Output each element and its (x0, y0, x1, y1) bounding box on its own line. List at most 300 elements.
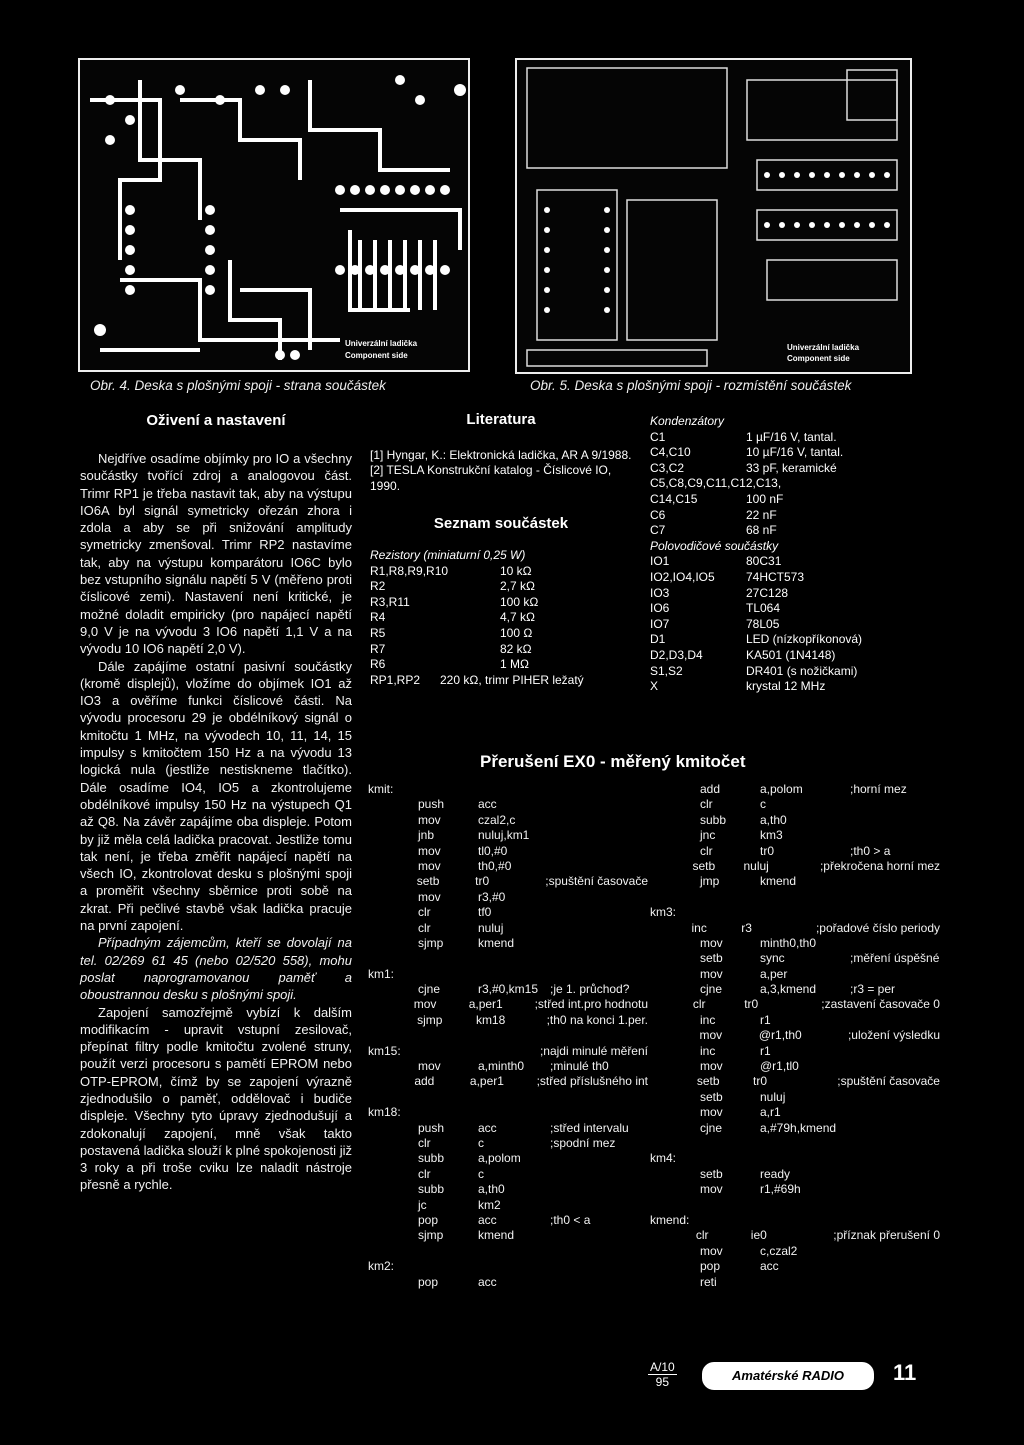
code-line (368, 982, 648, 997)
code-opcode: cjne (700, 982, 723, 997)
code-operand (478, 782, 550, 797)
part-ref: R3,R11 (370, 594, 410, 609)
part-ref: C3,C2 (650, 460, 685, 475)
code-line (650, 859, 940, 874)
code-operand: a,th0 (760, 812, 787, 827)
part-value: 22 nF (746, 507, 777, 522)
code-line (650, 1167, 940, 1182)
code-operand (478, 951, 550, 966)
code-comment: ;horní mez (850, 782, 907, 796)
code-opcode: jnc (700, 828, 716, 843)
figure-4-caption: Obr. 4. Deska s plošnými spoji - strana součástek (90, 378, 386, 393)
code-line (650, 813, 940, 828)
code-operand: @r1,th0 (758, 1028, 802, 1043)
code-opcode: pop (700, 1259, 721, 1274)
code-label (650, 859, 692, 874)
paragraph: Dále zapájíme ostatní pasivní součástky (kromě displejů), vložíme do objímek IO1 až IO3 a ověříme funkci číslicové části. Na vývodu procesoru 29 je obdélníkový signál o kmitočtu 1 MHz, na vývodech 10, 11, 14, 15 impulsy s kmitočtem 150 Hz a na vývodu 13 logická nula (jestliže nestiskneme tlačítko). Dále osadíme IO4, IO5 a zkontrolujeme obdélníkové impulsy 150 Hz na výstupech Q1 až Q8. Na závěr zapájíme oba displeje. Potom by již měla celá ladička pracovat. Jestliže tomu tak není, je třeba změřit napájecí napětí na všech IO, zkontrolovat desku s plošnými spoji a proměřit všechny sběrnice proti sobě na zkrat. Při pečlivé stavbě však ladička pracuje na první zapojení. (80, 658, 352, 934)
part-value: LED (nízkopříkonová) (746, 632, 863, 647)
code-opcode: setb (700, 951, 723, 966)
code-label (650, 936, 700, 951)
code-line (650, 1121, 940, 1136)
reference-item: [1] Hyngar, K.: Elektronická ladička, AR A 9/1988. (370, 447, 632, 462)
code-comment: ;th0 < a (550, 1212, 591, 1227)
code-opcode (700, 1151, 760, 1166)
code-opcode: clr (700, 843, 713, 858)
code-opcode: mov (700, 935, 723, 950)
code-line (368, 1213, 648, 1228)
code-operand: a,minth0 (478, 1059, 525, 1074)
code-line (650, 797, 940, 812)
part-ref: S1,S2 (650, 663, 683, 678)
code-line (650, 982, 940, 997)
code-line (368, 844, 648, 859)
code-operand: acc (760, 1259, 779, 1274)
board-label: Component side (787, 354, 850, 363)
code-opcode: subb (418, 1182, 445, 1197)
code-line (650, 1259, 940, 1274)
code-label (650, 921, 691, 936)
code-label (368, 921, 418, 936)
part-ref: R5 (370, 625, 386, 640)
code-label (368, 1013, 417, 1028)
code-opcode: sjmp (418, 935, 444, 950)
issue-bottom: 95 (655, 1375, 670, 1389)
code-label (650, 1244, 700, 1259)
part-row (650, 554, 930, 570)
code-opcode: mov (700, 1059, 723, 1074)
code-opcode: inc (691, 920, 707, 935)
code-line (368, 813, 648, 828)
code-operand: tr0 (752, 1074, 767, 1089)
code-operand: c,czal2 (760, 1243, 798, 1258)
part-row (370, 657, 632, 673)
code-operand: tr0 (744, 997, 759, 1012)
part-ref: C4,C10 (650, 445, 691, 460)
code-operand (478, 1244, 550, 1259)
code-label: kmit: (368, 782, 394, 796)
part-row (370, 595, 632, 611)
code-operand (472, 1044, 540, 1059)
pcb-traces-drawing (80, 60, 468, 370)
code-operand: th0,#0 (478, 858, 512, 873)
code-opcode: mov (413, 997, 437, 1012)
pcb-placement-figure (515, 58, 912, 374)
code-operand: nuluj (478, 920, 504, 935)
code-opcode: setb (700, 1089, 723, 1104)
code-operand (478, 1105, 550, 1120)
code-label (650, 797, 700, 812)
part-ref: IO7 (650, 616, 670, 631)
code-comment: ;střed intervalu (550, 1120, 629, 1135)
code-operand: @r1,tl0 (760, 1059, 799, 1074)
code-label (368, 936, 418, 951)
code-label (368, 1213, 418, 1228)
code-opcode: setb (692, 858, 716, 873)
reference-item: [2] TESLA Konstrukční katalog - Číslicové IO, 1990. (370, 463, 612, 493)
part-ref: R7 (370, 641, 386, 656)
code-label (368, 1136, 418, 1151)
section-heading-literatura: Literatura (466, 411, 536, 428)
code-operand: a,polom (760, 782, 803, 796)
section-heading-oziveni: Oživení a nastavení (146, 412, 286, 429)
capacitors-header: Kondenzátory (650, 414, 725, 428)
listing-left-column (368, 782, 648, 1290)
code-operand: a,th0 (478, 1182, 505, 1197)
code-line (650, 782, 940, 797)
code-operand (760, 1151, 850, 1166)
part-row (650, 508, 930, 524)
code-operand (760, 1275, 850, 1290)
part-ref: IO3 (650, 585, 670, 600)
code-line (650, 1228, 940, 1243)
code-operand (760, 1198, 850, 1213)
part-value: 220 kΩ, trimr PIHER ležatý (440, 672, 584, 687)
code-opcode: subb (418, 1151, 445, 1166)
code-comment: ;th0 na konci 1.per. (546, 1012, 648, 1027)
code-operand: c (760, 797, 766, 812)
part-value: 74HCT573 (746, 569, 805, 584)
code-comment: ;pořadové číslo periody (815, 920, 941, 935)
code-line (368, 1198, 648, 1213)
code-label (368, 1275, 418, 1290)
part-ref: IO6 (650, 601, 670, 616)
part-ref: IO1 (650, 554, 670, 569)
code-opcode: mov (418, 1059, 441, 1074)
part-value: 10 µF/16 V, tantal. (746, 445, 844, 460)
code-opcode: clr (418, 920, 431, 935)
code-operand: km18 (475, 1012, 506, 1027)
part-ref: R2 (370, 579, 386, 594)
code-label (368, 1228, 418, 1243)
code-label (650, 997, 693, 1012)
code-opcode: mov (418, 843, 441, 858)
part-ref: R1,R8,R9,R10 (370, 563, 449, 578)
semiconductors-header: Polovodičové součástky (650, 538, 779, 553)
code-label (650, 1074, 697, 1089)
code-opcode: push (418, 1120, 445, 1135)
code-line (650, 890, 940, 905)
part-value: TL064 (746, 601, 781, 616)
code-operand: r3 (741, 920, 752, 935)
part-row (370, 610, 632, 626)
part-row (650, 648, 930, 664)
code-line (650, 1136, 940, 1151)
code-label (368, 905, 418, 920)
code-comment: ;th0 > a (850, 843, 891, 858)
code-label (650, 874, 700, 889)
code-line (368, 921, 648, 936)
code-opcode: clr (418, 1166, 431, 1181)
code-operand: km2 (478, 1197, 501, 1212)
part-value: 27C128 (746, 585, 789, 600)
code-line (368, 1013, 648, 1028)
reference-list (370, 448, 632, 495)
code-line (650, 951, 940, 966)
part-value: 80C31 (746, 554, 782, 569)
board-label: Univerzální ladička (345, 339, 418, 348)
part-ref: D2,D3,D4 (650, 647, 703, 662)
board-label: Univerzální ladička (787, 343, 860, 352)
code-label (650, 890, 700, 905)
code-label: km2: (368, 1259, 395, 1274)
board-label: Component side (345, 351, 408, 360)
code-operand: r3,#0 (478, 889, 506, 904)
part-value: 1 µF/16 V, tantal. (746, 429, 837, 444)
code-line (368, 1121, 648, 1136)
code-opcode (418, 1259, 478, 1274)
part-row (650, 461, 930, 477)
part-value: 68 nF (746, 523, 777, 538)
code-opcode (700, 1136, 760, 1151)
code-label (368, 1198, 418, 1213)
code-label (368, 1028, 418, 1043)
code-label (368, 1182, 418, 1197)
code-line (368, 997, 648, 1012)
code-operand: r3,#0,km15 (478, 982, 539, 997)
code-label (650, 782, 700, 797)
code-operand: tr0 (475, 874, 490, 889)
code-operand: tr0 (760, 843, 775, 858)
code-operand (478, 967, 550, 982)
code-opcode: setb (700, 1166, 723, 1181)
code-operand: nuluj (760, 1089, 786, 1104)
code-line (368, 936, 648, 951)
code-opcode (700, 1198, 760, 1213)
code-opcode: subb (700, 812, 727, 827)
part-row (650, 445, 930, 461)
code-operand: kmend (478, 1228, 515, 1243)
code-operand: a,polom (478, 1151, 521, 1166)
code-label (368, 1167, 418, 1182)
code-opcode: clr (418, 905, 431, 920)
code-label (650, 1182, 700, 1197)
code-opcode: sjmp (418, 1228, 444, 1243)
code-opcode (700, 890, 760, 905)
code-operand: r1,#69h (760, 1182, 801, 1197)
code-line (650, 1151, 940, 1166)
code-line (650, 844, 940, 859)
code-operand: ready (760, 1166, 791, 1181)
part-ref: C5,C8,C9,C11,C12,C13, (650, 476, 782, 491)
code-comment: ;spuštění časovače (837, 1074, 940, 1089)
code-comment: ;uložení výsledku (847, 1028, 940, 1043)
code-operand (760, 890, 850, 905)
code-comment: ;spodní mez (550, 1135, 616, 1150)
code-line (650, 1213, 940, 1228)
part-row (650, 430, 930, 446)
part-ref: X (650, 679, 659, 694)
code-line (368, 828, 648, 843)
code-opcode (418, 782, 478, 797)
code-operand: r1 (760, 1012, 771, 1027)
code-line (650, 1059, 940, 1074)
code-opcode: sjmp (417, 1012, 443, 1027)
pcb-placement-drawing (517, 60, 910, 372)
code-line (650, 1182, 940, 1197)
code-operand: km3 (760, 828, 783, 843)
code-line (368, 1275, 648, 1290)
code-line (368, 1136, 648, 1151)
code-operand: kmend (760, 874, 797, 889)
code-opcode: setb (696, 1074, 720, 1089)
code-label (650, 1228, 696, 1243)
part-value: 4,7 kΩ (500, 610, 535, 625)
code-operand: nuluj,km1 (478, 828, 530, 843)
code-line (368, 797, 648, 812)
code-line (368, 1059, 648, 1074)
code-comment: ;měření úspěšné (850, 951, 940, 966)
part-row (650, 492, 930, 508)
code-opcode: clr (695, 1228, 709, 1243)
code-opcode: jmp (700, 874, 720, 889)
code-operand: nuluj (743, 858, 769, 873)
code-line (650, 1090, 940, 1105)
code-operand (760, 1213, 850, 1228)
code-label: km4: (650, 1151, 677, 1166)
part-row (650, 586, 930, 602)
code-label (650, 844, 700, 859)
code-line (650, 1028, 940, 1043)
code-opcode: clr (692, 997, 706, 1012)
section-heading-parts: Seznam součástek (433, 515, 569, 533)
semiconductor-table (650, 554, 930, 694)
code-line (650, 1013, 940, 1028)
part-value: 1 MΩ (500, 657, 529, 672)
part-value: 100 Ω (500, 625, 533, 640)
paragraph: Zapojení samozřejmě vybízí k dalším modifikacím - upravit vstupní zesilovač, přepínat filtry podle kmitočtu zvolené struny, použít verzi procesoru s pamětí EPROM nebo OTP-EPROM, čímž by se zapojení výrazně zjednodušilo o paměť, oddělovač i budiče displeje. Všechny tyto úpravy zjednodušují a zdokonalují zapojení, mně však takto postavená ladička slouží k plné spokojenosti již 3 roky a při troše cviku lze naladit nástroje přesně a rychle. (80, 1004, 352, 1193)
code-opcode (418, 967, 478, 982)
code-label (368, 797, 418, 812)
issue-top: A/10 (650, 1360, 675, 1374)
part-value: 78L05 (746, 616, 780, 631)
code-opcode: mov (700, 1182, 723, 1197)
code-operand: c (478, 1135, 484, 1150)
code-opcode: cjne (418, 982, 441, 997)
code-operand: minth0,th0 (760, 935, 817, 950)
code-operand: acc (478, 1274, 497, 1289)
code-label (368, 844, 418, 859)
code-comment: ;najdi minulé měření (539, 1043, 648, 1058)
code-line (368, 967, 648, 982)
code-operand: a,#79h,kmend (760, 1120, 837, 1135)
code-line (368, 905, 648, 920)
code-line (368, 1044, 648, 1059)
code-label (650, 1167, 700, 1182)
code-line (650, 997, 940, 1012)
code-label (368, 1059, 418, 1074)
code-comment: ;střed příslušného int (536, 1074, 648, 1089)
code-opcode: jnb (418, 828, 435, 843)
code-operand: tf0 (478, 905, 492, 920)
code-line (368, 1151, 648, 1166)
part-row (650, 476, 930, 492)
code-operand: sync (760, 951, 785, 966)
code-opcode: mov (700, 1105, 723, 1120)
part-row (650, 617, 930, 633)
part-row (370, 626, 632, 642)
code-label (368, 997, 414, 1012)
code-label: km15: (368, 1043, 401, 1058)
code-operand: acc (478, 1212, 497, 1227)
code-operand: czal2,c (478, 812, 516, 827)
part-row (650, 570, 930, 586)
code-operand: c (478, 1166, 484, 1181)
part-row (650, 679, 930, 695)
code-opcode: add (700, 782, 721, 796)
part-row (650, 664, 930, 680)
code-opcode: mov (700, 966, 723, 981)
part-value: 33 pF, keramické (746, 460, 837, 475)
code-operand (478, 1259, 550, 1274)
paragraph: Případným zájemcům, kteří se dovolají na tel. 02/269 61 45 (nebo 02/520 558), mohu poslat naprogramovanou paměť a oboustrannou desku s plošnými spoji. (80, 935, 352, 1003)
code-label (650, 951, 700, 966)
code-line (368, 890, 648, 905)
code-line (368, 782, 648, 797)
code-line (650, 1105, 940, 1120)
part-value: 82 kΩ (500, 641, 532, 656)
code-label (650, 813, 700, 828)
code-label (650, 828, 700, 843)
code-label (368, 1121, 418, 1136)
code-line (368, 1028, 648, 1043)
code-label (650, 1136, 700, 1151)
part-row (650, 632, 930, 648)
part-row (370, 673, 632, 689)
code-label (650, 1028, 699, 1043)
part-ref: R4 (370, 610, 386, 625)
resistors-header: Rezistory (miniaturní 0,25 W) (370, 547, 526, 562)
part-ref: IO2,IO4,IO5 (650, 569, 715, 584)
magazine-logo: Amatérské RADIO (702, 1362, 874, 1390)
code-operand: a,r1 (760, 1105, 781, 1120)
code-opcode: cjne (700, 1120, 723, 1135)
code-line (368, 1090, 648, 1105)
code-label (368, 813, 418, 828)
part-ref: C14,C15 (650, 491, 698, 506)
part-value: krystal 12 MHz (746, 679, 826, 694)
listing-right-column (650, 782, 940, 1290)
code-operand (478, 1028, 550, 1043)
code-line (368, 1259, 648, 1274)
code-label (650, 1059, 700, 1074)
code-opcode: pop (418, 1212, 439, 1227)
capacitor-table (650, 430, 930, 539)
code-label (368, 1090, 418, 1105)
figure-5-caption: Obr. 5. Deska s plošnými spoji - rozmístění součástek (530, 378, 852, 393)
code-opcode: push (418, 797, 445, 812)
code-operand: tl0,#0 (478, 843, 508, 858)
code-opcode: inc (700, 1012, 716, 1027)
part-value: 100 kΩ (500, 594, 539, 609)
code-label (368, 1244, 418, 1259)
code-label (650, 1105, 700, 1120)
code-operand: a,per1 (469, 1074, 504, 1089)
code-label (650, 1090, 700, 1105)
code-operand (760, 905, 850, 920)
part-value: 2,7 kΩ (500, 579, 535, 594)
page-number: 11 (893, 1360, 917, 1385)
part-row (370, 642, 632, 658)
code-label: kmend: (650, 1212, 690, 1227)
code-opcode: jc (418, 1197, 427, 1212)
code-line (368, 1167, 648, 1182)
code-operand: kmend (478, 935, 515, 950)
issue-number (648, 1360, 677, 1389)
part-value: KA501 (1N4148) (746, 647, 836, 662)
code-line (650, 1044, 940, 1059)
code-operand (478, 1090, 550, 1105)
code-label (368, 828, 418, 843)
